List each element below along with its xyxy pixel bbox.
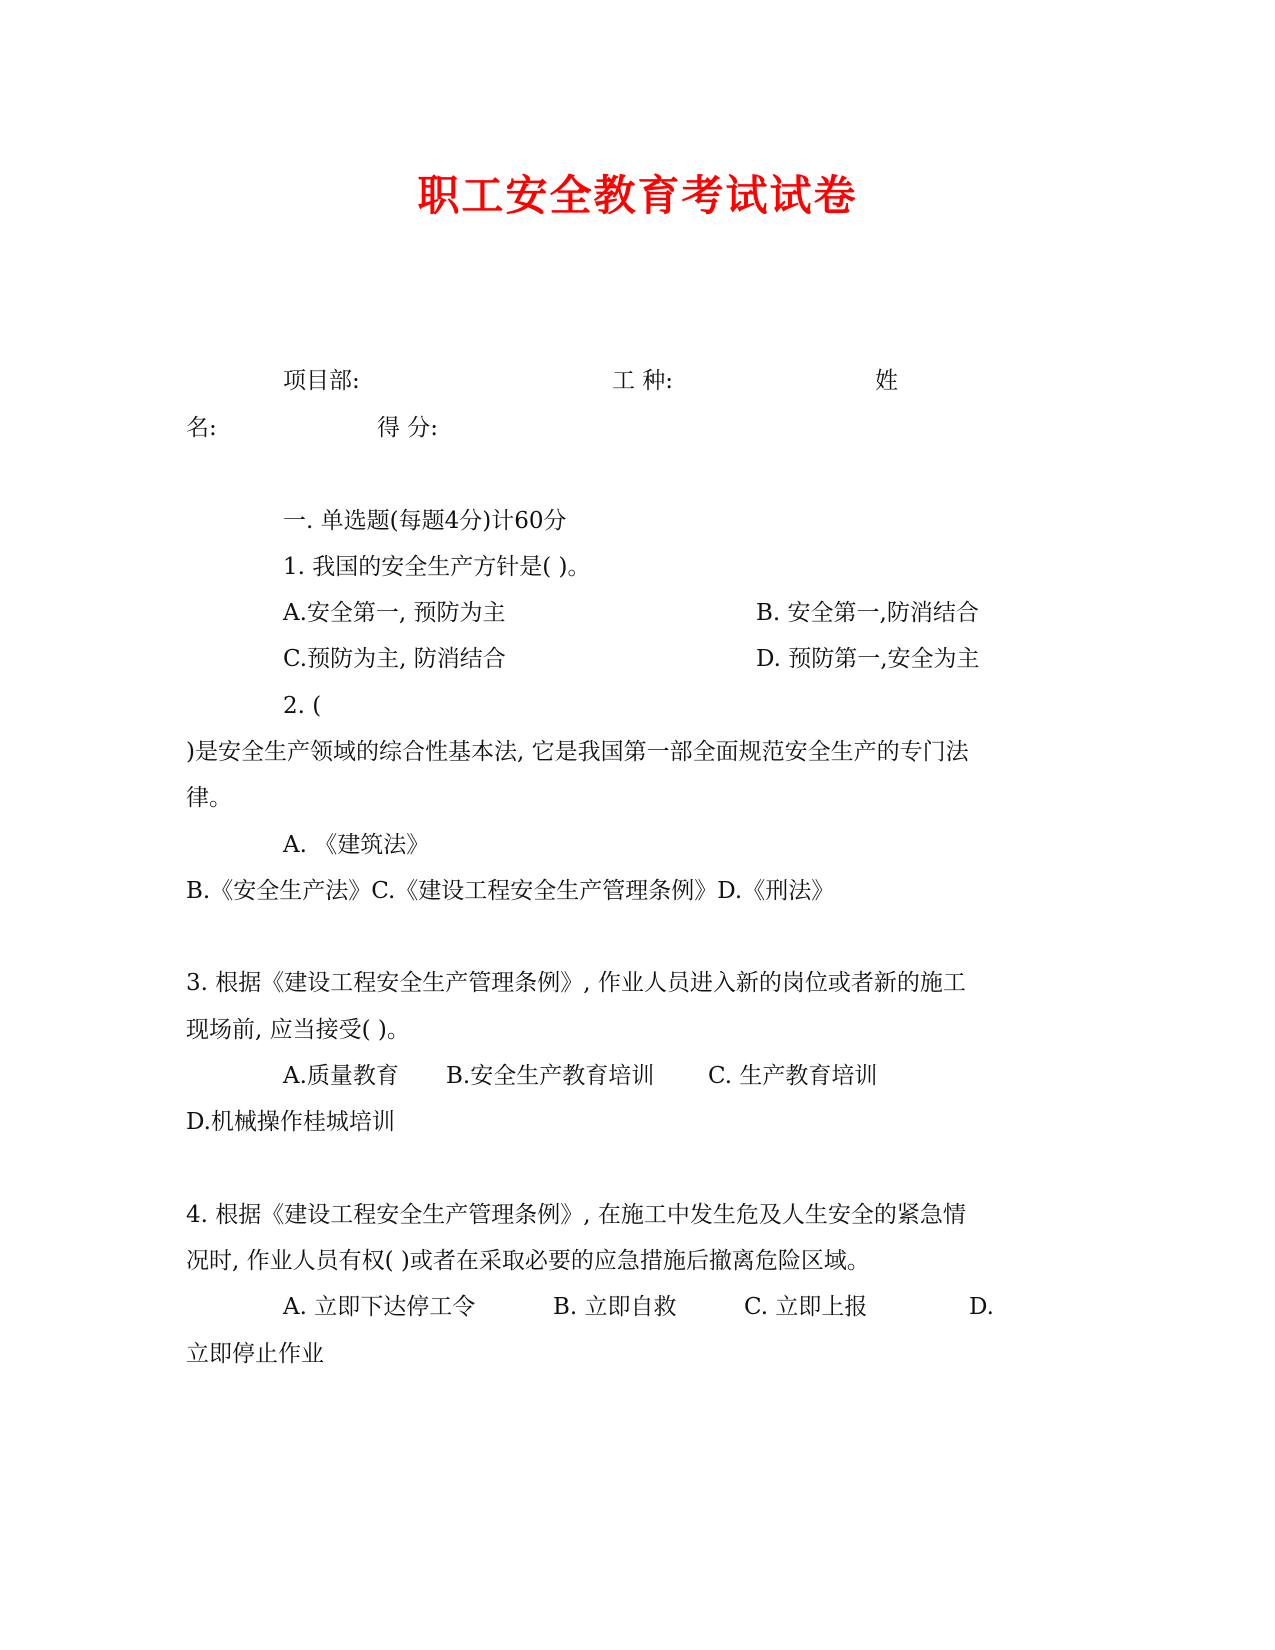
question-4-option-d-text: 立即停止作业 — [186, 1341, 324, 1367]
document-title: 职工安全教育考试试卷 — [417, 171, 858, 220]
question-4-option-b: B. 立即自救 — [553, 1294, 677, 1320]
question-3-option-b: B.安全生产教育培训 — [446, 1063, 655, 1089]
question-4-option-d-letter: D. — [969, 1294, 994, 1320]
question-2-stem-line-2: )是安全生产领域的综合性基本法, 它是我国第一部全面规范安全生产的专门法 — [186, 739, 969, 765]
question-1-option-d: D. 预防第一,安全为主 — [756, 646, 980, 672]
name-label-part2: 名: — [186, 415, 217, 441]
section-heading: 一. 单选题(每题4分)计60分 — [283, 508, 567, 534]
question-2-options-bcd: B.《安全生产法》C.《建设工程安全生产管理条例》D.《刑法》 — [186, 878, 835, 904]
question-3-stem-line-1: 3. 根据《建设工程安全生产管理条例》, 作业人员进入新的岗位或者新的施工 — [186, 970, 966, 996]
question-4-stem-line-2: 况时, 作业人员有权( )或者在采取必要的应急措施后撤离危险区域。 — [186, 1248, 870, 1274]
question-3-option-c: C. 生产教育培训 — [708, 1063, 878, 1089]
question-3-option-a: A.质量教育 — [283, 1063, 399, 1089]
question-2-option-a: A. 《建筑法》 — [283, 832, 430, 858]
question-3-stem-line-2: 现场前, 应当接受( )。 — [186, 1017, 410, 1043]
question-1-stem: 1. 我国的安全生产方针是( )。 — [283, 554, 591, 580]
question-1-option-c: C.预防为主, 防消结合 — [283, 646, 506, 672]
name-label-part1: 姓 — [875, 368, 898, 394]
question-2-stem-line-1: 2. ( — [283, 693, 322, 719]
question-3-option-d: D.机械操作桂城培训 — [186, 1109, 395, 1135]
question-4-stem-line-1: 4. 根据《建设工程安全生产管理条例》, 在施工中发生危及人生安全的紧急情 — [186, 1202, 966, 1228]
question-1-option-b: B. 安全第一,防消结合 — [756, 600, 979, 626]
score-label: 得 分: — [377, 415, 439, 441]
question-1-option-a: A.安全第一, 预防为主 — [283, 600, 506, 626]
question-4-option-a: A. 立即下达停工令 — [283, 1294, 476, 1320]
trade-label: 工 种: — [612, 368, 674, 394]
question-4-option-c: C. 立即上报 — [744, 1294, 868, 1320]
project-label: 项目部: — [283, 368, 360, 394]
question-2-stem-line-3: 律。 — [186, 785, 232, 811]
